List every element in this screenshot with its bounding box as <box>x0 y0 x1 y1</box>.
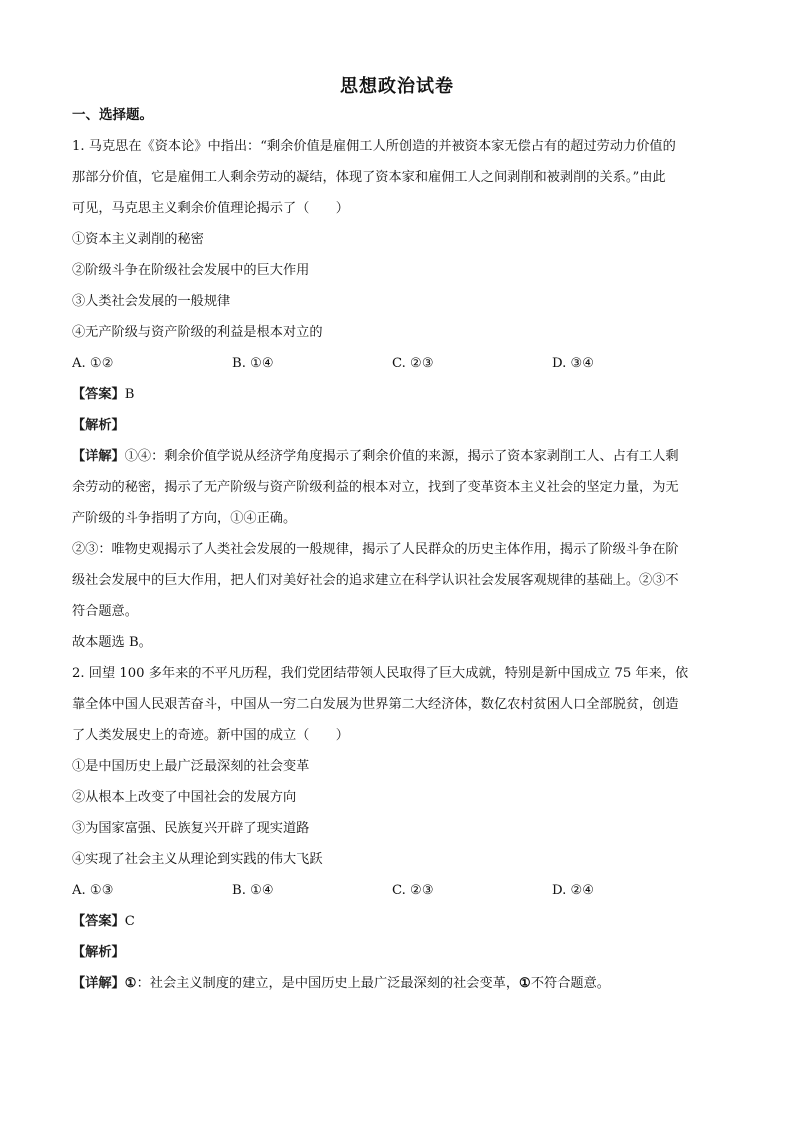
question-2-answer <box>72 906 724 937</box>
question-2 <box>72 658 724 999</box>
question-1-detail-line-3: 产阶级的斗争指明了方向，①④正确。 <box>72 511 297 526</box>
question-1-stem-line-1: 1. 马克思在《资本论》中指出：“剩余价值是雇佣工人所创造的并被资本家无偿占有的超过劳动力价值的 <box>72 139 676 154</box>
question-1-option-c: C. ②③ <box>392 356 434 371</box>
question-2-statement-1: ①是中国历史上最广泛最深刻的社会变革 <box>72 759 310 774</box>
question-2-stem-line-3: 了人类发展史上的奇迹。新中国的成立（ ） <box>72 728 349 743</box>
question-1-analysis <box>72 410 724 441</box>
question-2-option-a: A. ①③ <box>72 883 114 898</box>
detail-text: ：社会主义制度的建立，是中国历史上最广泛最深刻的社会变革， <box>136 976 520 991</box>
question-1-options <box>72 348 724 379</box>
question-1 <box>72 131 724 658</box>
detail-tag: 【详解】 <box>72 976 125 991</box>
question-1-statement-4: ④无产阶级与资产阶级的利益是根本对立的 <box>72 325 323 340</box>
question-2-option-d: D. ②④ <box>552 883 595 898</box>
question-2-stem-line-1: 2. 回望 100 多年来的不平凡历程，我们党团结带领人民取得了巨大成就，特别是新中国成立 75 年来，依 <box>72 666 689 681</box>
question-2-stem-line-2: 靠全体中国人民艰苦奋斗，中国从一穷二白发展为世界第二大经济体，数亿农村贫困人口全部脱贫，创造 <box>72 697 679 712</box>
page-title: 思想政治试卷 <box>340 76 454 97</box>
question-1-option-b: B. ①④ <box>232 356 274 371</box>
question-1-stem-line-3: 可见，马克思主义剩余价值理论揭示了（ ） <box>72 201 349 216</box>
detail-mark: ① <box>124 976 137 991</box>
question-1-detail-line-6: 符合题意。 <box>72 604 138 619</box>
detail-tag: 【详解】 <box>72 449 125 464</box>
question-1-stem-line-2: 那部分价值，它是雇佣工人剩余劳动的凝结，体现了资本家和雇佣工人之间剥削和被剥削的关系。”由此 <box>72 170 666 185</box>
question-1-detail-line-2: 余劳动的秘密，揭示了无产阶级与资产阶级利益的根本对立，找到了变革资本主义社会的坚定力量，为无 <box>72 480 679 495</box>
detail-text-2: 不符合题意。 <box>530 976 610 991</box>
analysis-tag: 【解析】 <box>72 945 125 960</box>
analysis-tag: 【解析】 <box>72 418 125 433</box>
section-heading: 一、选择题。 <box>72 107 153 123</box>
question-1-statement-3: ③人类社会发展的一般规律 <box>72 294 231 309</box>
question-2-option-b: B. ①④ <box>232 883 274 898</box>
detail-mark-2: ① <box>519 976 531 991</box>
question-2-statement-2: ②从根本上改变了中国社会的发展方向 <box>72 790 297 805</box>
question-1-answer <box>72 379 724 410</box>
answer-value: C <box>124 914 135 929</box>
question-2-analysis <box>72 937 724 968</box>
question-2-options <box>72 875 724 906</box>
question-1-option-d: D. ③④ <box>552 356 595 371</box>
question-2-detail-line-1 <box>72 968 724 999</box>
question-2-option-c: C. ②③ <box>392 883 434 898</box>
question-1-conclusion: 故本题选 B。 <box>72 635 152 650</box>
question-1-detail-line-4: ②③：唯物史观揭示了人类社会发展的一般规律，揭示了人民群众的历史主体作用，揭示了阶级斗争在阶 <box>72 542 679 557</box>
question-1-statement-2: ②阶级斗争在阶级社会发展中的巨大作用 <box>72 263 310 278</box>
question-1-detail-line-1 <box>72 441 724 472</box>
question-2-statement-3: ③为国家富强、民族复兴开辟了现实道路 <box>72 821 310 836</box>
exam-content <box>72 100 724 999</box>
question-2-statement-4: ④实现了社会主义从理论到实践的伟大飞跃 <box>72 852 323 867</box>
question-1-detail-line-5: 级社会发展中的巨大作用，把人们对美好社会的追求建立在科学认识社会发展客观规律的基础上。②③不 <box>72 573 679 588</box>
answer-value: B <box>124 387 135 402</box>
answer-tag: 【答案】 <box>72 914 125 929</box>
question-1-statement-1: ①资本主义剥削的秘密 <box>72 232 204 247</box>
detail-text: ①④：剩余价值学说从经济学角度揭示了剩余价值的来源，揭示了资本家剥削工人、占有工人剩 <box>124 449 679 464</box>
question-1-option-a: A. ①② <box>72 356 114 371</box>
answer-tag: 【答案】 <box>72 387 125 402</box>
